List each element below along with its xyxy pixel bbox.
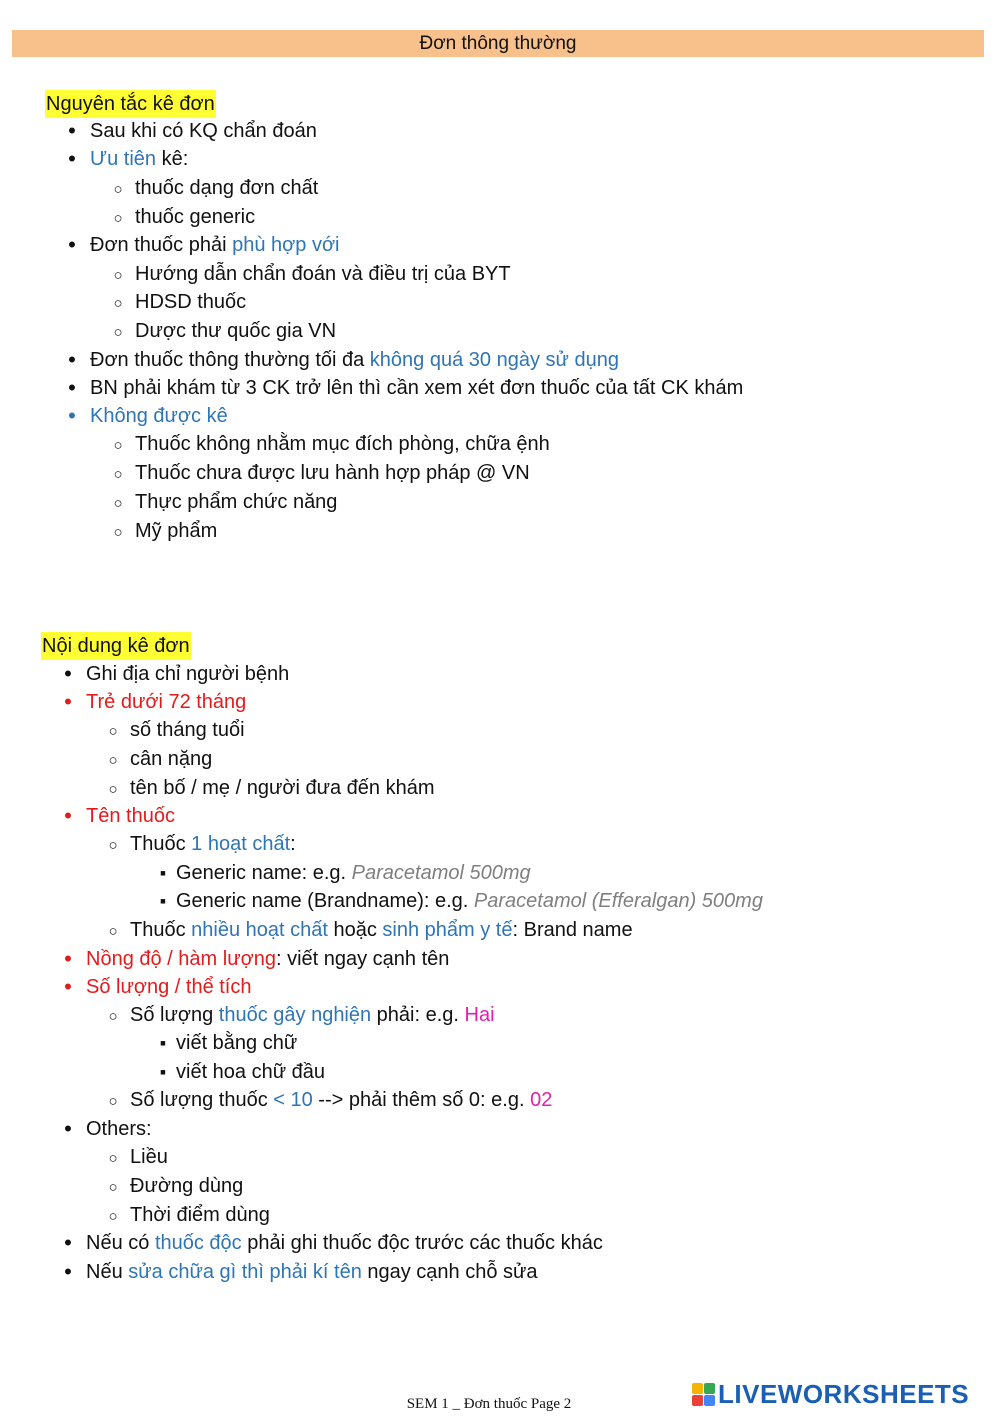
bullet-icon	[56, 688, 80, 717]
sub-list-item: ○ Thuốc không nhằm mục đích phòng, chữa ệnh	[135, 430, 550, 458]
list-item: • Số lượng / thể tích	[86, 973, 251, 1001]
sub-list-item: ○ số tháng tuổi	[130, 716, 245, 744]
circle-bullet-icon	[106, 260, 130, 290]
sub-list-item: ○ Dược thư quốc gia VN	[135, 317, 336, 345]
sub-list-item: ○ tên bố / mẹ / người đưa đến khám	[130, 774, 435, 802]
list-item: • Nồng độ / hàm lượng: viết ngay cạnh tên	[86, 945, 449, 973]
list-item: • Ghi địa chỉ người bệnh	[86, 660, 289, 688]
circle-bullet-icon	[101, 1172, 125, 1202]
bullet-icon	[56, 1229, 80, 1258]
sub-list-item: ○ Liều	[130, 1143, 168, 1171]
sub-sub-list-item: ▪ Generic name: e.g. Paracetamol 500mg	[176, 859, 531, 887]
sub-list-item: ○ Số lượng thuốc < 10 --> phải thêm số 0: e.g. 02	[130, 1086, 552, 1114]
bullet-icon	[56, 945, 80, 974]
list-item: • Nếu sửa chữa gì thì phải kí tên ngay cạnh chỗ sửa	[86, 1258, 538, 1286]
bullet-icon	[60, 117, 84, 146]
sub-sub-list-item: ▪ Generic name (Brandname): e.g. Paracetamol (Efferalgan) 500mg	[176, 887, 763, 915]
list-item: • Sau khi có KQ chẩn đoán	[90, 117, 317, 145]
list-item: • Trẻ dưới 72 tháng	[86, 688, 246, 716]
list-item: • Đơn thuốc phải phù hợp với	[90, 231, 340, 259]
circle-bullet-icon	[106, 317, 130, 347]
circle-bullet-icon	[106, 459, 130, 489]
circle-bullet-icon	[106, 430, 130, 460]
circle-bullet-icon	[101, 774, 125, 804]
circle-bullet-icon	[106, 288, 130, 318]
list-item: • Tên thuốc	[86, 802, 175, 830]
bullet-icon	[56, 1115, 80, 1144]
sub-list-item: ○ Thời điểm dùng	[130, 1201, 270, 1229]
circle-bullet-icon	[101, 1201, 125, 1231]
list-item: • Others:	[86, 1115, 152, 1143]
sub-sub-list-item: ▪ viết bằng chữ	[176, 1029, 297, 1057]
list-item: • BN phải khám từ 3 CK trở lên thì cần xem xét đơn thuốc của tất CK khám	[90, 374, 743, 402]
circle-bullet-icon	[106, 517, 130, 547]
list-item: • Nếu có thuốc độc phải ghi thuốc độc trước các thuốc khác	[86, 1229, 603, 1257]
sub-sub-list-item: ▪ viết hoa chữ đầu	[176, 1058, 325, 1086]
list-item: • Ưu tiên kê:	[90, 145, 188, 173]
square-bullet-icon	[151, 1058, 175, 1086]
circle-bullet-icon	[101, 830, 125, 860]
bullet-icon	[60, 346, 84, 375]
sub-list-item: ○ Đường dùng	[130, 1172, 243, 1200]
circle-bullet-icon	[101, 745, 125, 775]
circle-bullet-icon	[101, 1086, 125, 1116]
square-bullet-icon	[151, 859, 175, 887]
sub-list-item: ○ Thuốc nhiều hoạt chất hoặc sinh phẩm y tế: Brand name	[130, 916, 633, 944]
circle-bullet-icon	[101, 1143, 125, 1173]
bullet-icon	[60, 402, 84, 431]
sub-list-item: ○ thuốc dạng đơn chất	[135, 174, 318, 202]
sub-list-item: ○ Số lượng thuốc gây nghiện phải: e.g. Hai	[130, 1001, 495, 1029]
bullet-icon	[60, 374, 84, 403]
liveworksheets-logo[interactable]	[692, 1377, 969, 1411]
bullet-icon	[56, 973, 80, 1002]
sub-list-item: ○ cân nặng	[130, 745, 212, 773]
circle-bullet-icon	[106, 174, 130, 204]
sub-list-item: ○ Mỹ phẩm	[135, 517, 217, 545]
list-item: • Đơn thuốc thông thường tối đa không quá 30 ngày sử dụng	[90, 346, 619, 374]
circle-bullet-icon	[101, 916, 125, 946]
list-item: • Không được kê	[90, 402, 228, 430]
bullet-icon	[56, 802, 80, 831]
brand-mark-icon	[692, 1383, 715, 1406]
bullet-icon	[56, 660, 80, 689]
page-footer: SEM 1 _ Đơn thuốc Page 2	[406, 1396, 572, 1412]
section-heading-content: Nội dung kê đơn	[41, 632, 191, 660]
sub-list-item: ○ HDSD thuốc	[135, 288, 246, 316]
sub-list-item: ○ Thực phẩm chức năng	[135, 488, 337, 516]
circle-bullet-icon	[106, 488, 130, 518]
circle-bullet-icon	[101, 716, 125, 746]
circle-bullet-icon	[101, 1001, 125, 1031]
section-heading-principles: Nguyên tắc kê đơn	[45, 90, 216, 118]
sub-list-item: ○ Hướng dẫn chẩn đoán và điều trị của BYT	[135, 260, 511, 288]
page-title-bar	[12, 30, 984, 57]
page-title: Đơn thông thường	[419, 33, 577, 54]
circle-bullet-icon	[106, 203, 130, 233]
sub-list-item: ○ Thuốc 1 hoạt chất:	[130, 830, 296, 858]
brand-name: LIVEWORKSHEETS	[718, 1378, 970, 1409]
bullet-icon	[56, 1258, 80, 1287]
square-bullet-icon	[151, 1029, 175, 1057]
sub-list-item: ○ thuốc generic	[135, 203, 255, 231]
bullet-icon	[60, 231, 84, 260]
square-bullet-icon	[151, 887, 175, 915]
bullet-icon	[60, 145, 84, 174]
sub-list-item: ○ Thuốc chưa được lưu hành hợp pháp @ VN	[135, 459, 530, 487]
